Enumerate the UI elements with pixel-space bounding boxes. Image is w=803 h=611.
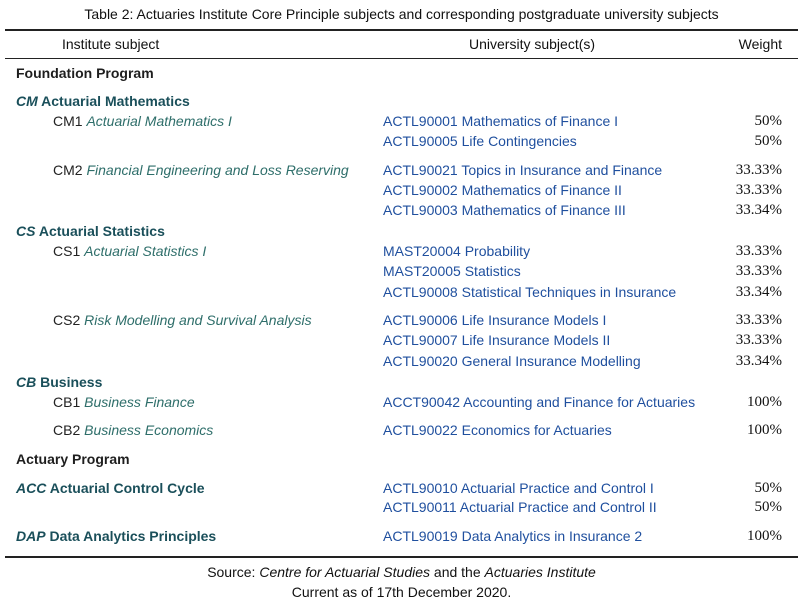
university-subject: MAST20004 Probability bbox=[383, 243, 531, 259]
group-cm: CM Actuarial Mathematics bbox=[16, 93, 190, 109]
table-row bbox=[0, 111, 803, 131]
university-subject: ACTL90010 Actuarial Practice and Control I bbox=[383, 480, 654, 496]
weight-value: 33.33% bbox=[735, 243, 782, 259]
university-subject: ACTL90007 Life Insurance Models II bbox=[383, 332, 611, 348]
weight-value: 33.33% bbox=[735, 332, 782, 348]
weight-value: 33.34% bbox=[735, 202, 782, 218]
group-row bbox=[0, 372, 803, 392]
table-row bbox=[0, 261, 803, 281]
subject-cb1: CB1 Business Finance bbox=[53, 394, 195, 410]
table-row bbox=[0, 420, 803, 440]
university-subject: ACTL90021 Topics in Insurance and Finance bbox=[383, 162, 663, 178]
top-rule bbox=[5, 29, 798, 31]
weight-value: 33.34% bbox=[735, 353, 782, 369]
weight-value: 50% bbox=[754, 133, 782, 149]
subject-cs2: CS2 Risk Modelling and Survival Analysis bbox=[53, 312, 312, 328]
table-row bbox=[0, 180, 803, 200]
header-institute-subject: Institute subject bbox=[62, 36, 160, 52]
table-row bbox=[0, 392, 803, 412]
group-row bbox=[0, 221, 803, 241]
table-row bbox=[0, 478, 803, 498]
group-cb: CB Business bbox=[16, 374, 103, 390]
table-row bbox=[0, 310, 803, 330]
weight-value: 33.34% bbox=[735, 284, 782, 300]
bottom-rule bbox=[5, 556, 798, 558]
subject-cm1: CM1 Actuarial Mathematics I bbox=[53, 113, 232, 129]
subject-cm2: CM2 Financial Engineering and Loss Reserving bbox=[53, 162, 349, 178]
table-caption: Table 2: Actuaries Institute Core Principle subjects and corresponding postgraduate university subjects bbox=[84, 6, 719, 22]
weight-value: 50% bbox=[754, 499, 782, 515]
section-row bbox=[0, 63, 803, 83]
weight-value: 50% bbox=[754, 113, 782, 129]
table-row bbox=[0, 351, 803, 371]
table-row bbox=[0, 200, 803, 220]
table-row bbox=[0, 526, 803, 546]
table-row bbox=[0, 282, 803, 302]
university-subject: ACTL90006 Life Insurance Models I bbox=[383, 312, 607, 328]
header-university-subjects: University subject(s) bbox=[469, 36, 596, 52]
table-row bbox=[0, 160, 803, 180]
group-cs: CS Actuarial Statistics bbox=[16, 223, 165, 239]
table-row bbox=[0, 497, 803, 517]
source-note: Source: Centre for Actuarial Studies and the Actuaries Institute bbox=[207, 564, 596, 580]
university-subject: ACTL90022 Economics for Actuaries bbox=[383, 422, 612, 438]
group-acc: ACC Actuarial Control Cycle bbox=[16, 480, 205, 496]
date-note: Current as of 17th December 2020. bbox=[291, 584, 512, 600]
university-subject: ACTL90011 Actuarial Practice and Control II bbox=[383, 499, 657, 515]
header-weight: Weight bbox=[738, 36, 782, 52]
table-row bbox=[0, 131, 803, 151]
university-subject: MAST20005 Statistics bbox=[383, 263, 521, 279]
university-subject: ACTL90019 Data Analytics in Insurance 2 bbox=[383, 528, 643, 544]
header-rule bbox=[5, 58, 798, 59]
section-row bbox=[0, 449, 803, 469]
university-subject: ACTL90020 General Insurance Modelling bbox=[383, 353, 641, 369]
university-subject: ACTL90003 Mathematics of Finance III bbox=[383, 202, 626, 218]
weight-value: 33.33% bbox=[735, 263, 782, 279]
weight-value: 33.33% bbox=[735, 312, 782, 328]
weight-value: 100% bbox=[747, 528, 782, 544]
weight-value: 33.33% bbox=[735, 182, 782, 198]
university-subject: ACTL90008 Statistical Techniques in Insurance bbox=[383, 284, 677, 300]
university-subject: ACTL90005 Life Contingencies bbox=[383, 133, 577, 149]
subject-cs1: CS1 Actuarial Statistics I bbox=[53, 243, 207, 259]
table-row bbox=[0, 241, 803, 261]
section-actuary-program: Actuary Program bbox=[16, 451, 130, 467]
university-subject: ACTL90002 Mathematics of Finance II bbox=[383, 182, 622, 198]
weight-value: 100% bbox=[747, 422, 782, 438]
group-dap: DAP Data Analytics Principles bbox=[16, 528, 217, 544]
subject-cb2: CB2 Business Economics bbox=[53, 422, 214, 438]
university-subject: ACTL90001 Mathematics of Finance I bbox=[383, 113, 619, 129]
weight-value: 50% bbox=[754, 480, 782, 496]
table-row bbox=[0, 330, 803, 350]
section-foundation-program: Foundation Program bbox=[16, 65, 154, 81]
group-row bbox=[0, 91, 803, 111]
weight-value: 33.33% bbox=[735, 162, 782, 178]
weight-value: 100% bbox=[747, 394, 782, 410]
university-subject: ACCT90042 Accounting and Finance for Actuaries bbox=[383, 394, 696, 410]
